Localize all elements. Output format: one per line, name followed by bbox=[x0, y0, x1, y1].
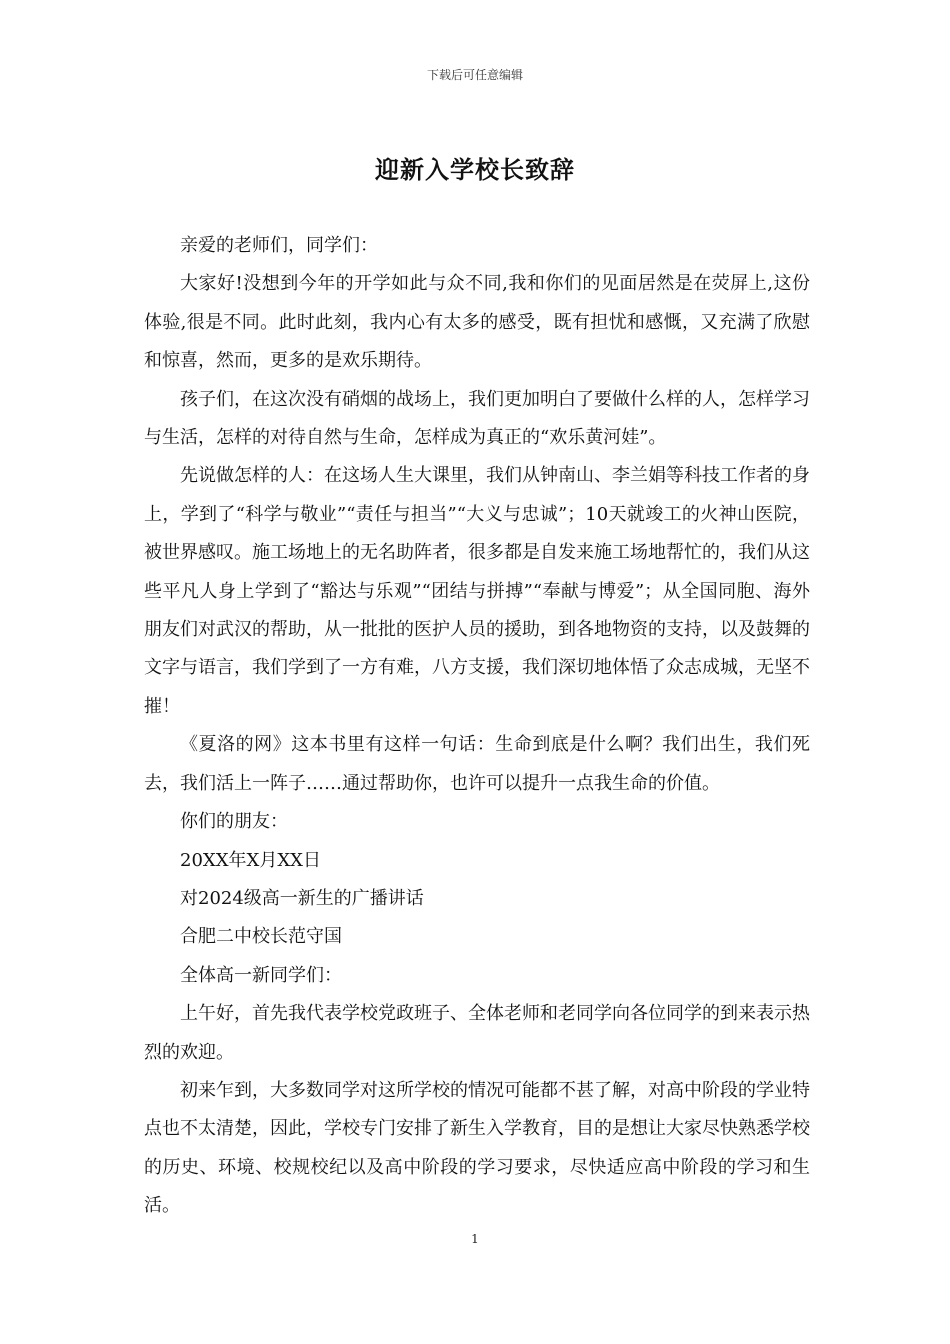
section-heading-line: 对2024级高一新生的广播讲话 bbox=[180, 887, 424, 909]
body-paragraph: 上午好，首先我代表学校党政班子、全体老师和老同学向各位同学的到来表示热烈的欢迎。 bbox=[144, 1003, 810, 1063]
closing-line: 你们的朋友： bbox=[180, 811, 288, 833]
date-line: 20XX年X月XX日 bbox=[180, 849, 321, 871]
body-paragraph: 孩子们，在这次没有硝烟的战场上，我们更加明白了要做什么样的人，怎样学习与生活，怎样的对待自然与生命，怎样成为真正的“欢乐黄河娃”。 bbox=[144, 388, 810, 449]
body-paragraph: 大家好!没想到今年的开学如此与众不同,我和你们的见面居然是在荧屏上,这份体验,很是不同。此时此刻，我内心有太多的感受，既有担忧和感慨，又充满了欣慰和惊喜，然而，更多的是欢乐期待。 bbox=[144, 273, 810, 372]
body-paragraph: 先说做怎样的人：在这场人生大课里，我们从钟南山、李兰娟等科技工作者的身上，学到了“科学与敬业”“责任与担当”“大义与忠诚”；10天就竣工的火神山医院，被世界感叹。施工场地上的无名助阵者，很多都是自发来施工场地帮忙的，我们从这些平凡人身上学到了“豁达与乐观”“团结与拼搏”“奉献与博爱”；从全国同胞、海外朋友们对武汉的帮助，从一批批的医护人员的援助，到各地物资的支持，以及鼓舞的文字与语言，我们学到了一方有难，八方支援，我们深切地体悟了众志成城，无坚不摧！ bbox=[144, 465, 810, 717]
salutation-paragraph: 亲爱的老师们，同学们： bbox=[180, 235, 378, 256]
page-header-note: 下载后可任意编辑 bbox=[426, 68, 523, 82]
body-paragraph: 初来乍到，大多数同学对这所学校的情况可能都不甚了解，对高中阶段的学业特点也不太清楚，因此，学校专门安排了新生入学教育，目的是想让大家尽快熟悉学校的历史、环境、校规校纪以及高中阶段的学习要求，尽快适应高中阶段的学习和生活。 bbox=[144, 1079, 810, 1217]
page-number: 1 bbox=[471, 1232, 479, 1246]
body-paragraph: 《夏洛的网》这本书里有这样一句话：生命到底是什么啊？我们出生，我们死去，我们活上一阵子……通过帮助你，也许可以提升一点我生命的价值。 bbox=[144, 734, 810, 794]
author-line: 合肥二中校长范守国 bbox=[180, 926, 342, 948]
document-body bbox=[144, 227, 810, 1226]
salutation-paragraph: 全体高一新同学们： bbox=[180, 964, 342, 986]
document-title: 迎新入学校长致辞 bbox=[375, 155, 575, 184]
